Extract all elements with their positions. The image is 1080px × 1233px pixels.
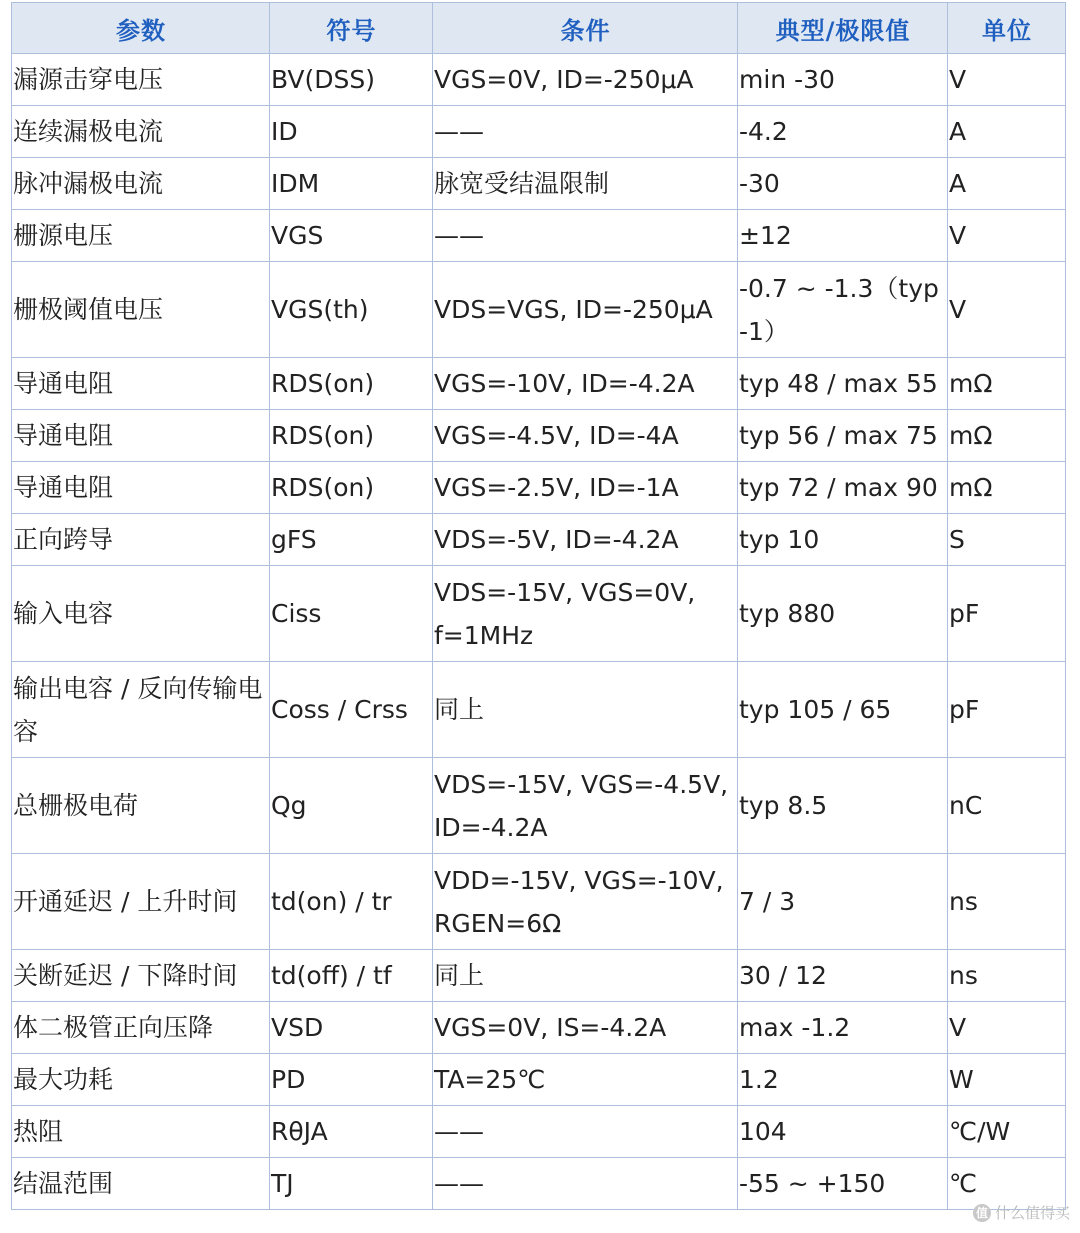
table-row bbox=[12, 1106, 1066, 1158]
table-row bbox=[12, 514, 1066, 566]
cell-unit: A bbox=[948, 106, 1066, 158]
cell-param: 正向跨导 bbox=[12, 514, 270, 566]
cell-param: 关断延迟 / 下降时间 bbox=[12, 950, 270, 1002]
cell-param: 导通电阻 bbox=[12, 462, 270, 514]
cell-value: 1.2 bbox=[738, 1054, 948, 1106]
cell-condition: VDS=-5V, ID=-4.2A bbox=[433, 514, 738, 566]
cell-symbol: gFS bbox=[270, 514, 433, 566]
cell-condition: TA=25℃ bbox=[433, 1054, 738, 1106]
cell-condition: VGS=-2.5V, ID=-1A bbox=[433, 462, 738, 514]
header-row bbox=[12, 3, 1066, 54]
cell-condition: VDS=-15V, VGS=-4.5V, ID=-4.2A bbox=[433, 758, 738, 854]
cell-symbol: Qg bbox=[270, 758, 433, 854]
cell-unit: mΩ bbox=[948, 410, 1066, 462]
cell-condition: VDD=-15V, VGS=-10V, RGEN=6Ω bbox=[433, 854, 738, 950]
cell-unit: V bbox=[948, 210, 1066, 262]
table-row bbox=[12, 566, 1066, 662]
cell-symbol: RDS(on) bbox=[270, 358, 433, 410]
cell-value: typ 72 / max 90 bbox=[738, 462, 948, 514]
header-symbol: 符号 bbox=[270, 3, 433, 54]
cell-unit: nC bbox=[948, 758, 1066, 854]
header-value: 典型/极限值 bbox=[738, 3, 948, 54]
cell-symbol: VGS bbox=[270, 210, 433, 262]
table-row bbox=[12, 854, 1066, 950]
cell-symbol: Coss / Crss bbox=[270, 662, 433, 758]
cell-symbol: td(off) / tf bbox=[270, 950, 433, 1002]
cell-unit: mΩ bbox=[948, 358, 1066, 410]
cell-param: 开通延迟 / 上升时间 bbox=[12, 854, 270, 950]
cell-value: typ 10 bbox=[738, 514, 948, 566]
cell-symbol: PD bbox=[270, 1054, 433, 1106]
cell-symbol: RDS(on) bbox=[270, 410, 433, 462]
cell-value: 104 bbox=[738, 1106, 948, 1158]
cell-param: 脉冲漏极电流 bbox=[12, 158, 270, 210]
cell-unit: ns bbox=[948, 950, 1066, 1002]
cell-param: 输出电容 / 反向传输电容 bbox=[12, 662, 270, 758]
cell-unit: A bbox=[948, 158, 1066, 210]
cell-condition: VGS=0V, IS=-4.2A bbox=[433, 1002, 738, 1054]
cell-condition: 脉宽受结温限制 bbox=[433, 158, 738, 210]
cell-param: 连续漏极电流 bbox=[12, 106, 270, 158]
cell-value: 7 / 3 bbox=[738, 854, 948, 950]
cell-unit: mΩ bbox=[948, 462, 1066, 514]
cell-param: 输入电容 bbox=[12, 566, 270, 662]
cell-condition: 同上 bbox=[433, 662, 738, 758]
cell-condition: VDS=-15V, VGS=0V, f=1MHz bbox=[433, 566, 738, 662]
cell-param: 总栅极电荷 bbox=[12, 758, 270, 854]
cell-value: typ 880 bbox=[738, 566, 948, 662]
watermark-logo-icon: 值 bbox=[973, 1204, 991, 1222]
cell-unit: V bbox=[948, 262, 1066, 358]
cell-symbol: IDM bbox=[270, 158, 433, 210]
cell-param: 导通电阻 bbox=[12, 358, 270, 410]
cell-value: max -1.2 bbox=[738, 1002, 948, 1054]
table-row bbox=[12, 210, 1066, 262]
cell-symbol: VGS(th) bbox=[270, 262, 433, 358]
cell-condition: —— bbox=[433, 1106, 738, 1158]
table-row bbox=[12, 158, 1066, 210]
cell-symbol: RDS(on) bbox=[270, 462, 433, 514]
cell-unit: ℃/W bbox=[948, 1106, 1066, 1158]
table-row bbox=[12, 662, 1066, 758]
table-row bbox=[12, 1054, 1066, 1106]
cell-value: typ 105 / 65 bbox=[738, 662, 948, 758]
header-unit: 单位 bbox=[948, 3, 1066, 54]
cell-value: -0.7 ~ -1.3（typ -1） bbox=[738, 262, 948, 358]
cell-param: 导通电阻 bbox=[12, 410, 270, 462]
cell-symbol: td(on) / tr bbox=[270, 854, 433, 950]
cell-param: 热阻 bbox=[12, 1106, 270, 1158]
cell-param: 体二极管正向压降 bbox=[12, 1002, 270, 1054]
watermark bbox=[973, 1202, 1070, 1223]
cell-unit: V bbox=[948, 1002, 1066, 1054]
cell-unit: ns bbox=[948, 854, 1066, 950]
cell-param: 栅极阈值电压 bbox=[12, 262, 270, 358]
table-row bbox=[12, 758, 1066, 854]
cell-value: typ 56 / max 75 bbox=[738, 410, 948, 462]
cell-symbol: RθJA bbox=[270, 1106, 433, 1158]
table-row bbox=[12, 950, 1066, 1002]
table-row bbox=[12, 1158, 1066, 1210]
cell-condition: VDS=VGS, ID=-250μA bbox=[433, 262, 738, 358]
cell-value: ±12 bbox=[738, 210, 948, 262]
cell-symbol: VSD bbox=[270, 1002, 433, 1054]
cell-param: 栅源电压 bbox=[12, 210, 270, 262]
cell-condition: VGS=0V, ID=-250μA bbox=[433, 54, 738, 106]
table-row bbox=[12, 54, 1066, 106]
cell-symbol: TJ bbox=[270, 1158, 433, 1210]
table-row bbox=[12, 262, 1066, 358]
cell-condition: —— bbox=[433, 1158, 738, 1210]
cell-symbol: ID bbox=[270, 106, 433, 158]
cell-symbol: BV(DSS) bbox=[270, 54, 433, 106]
cell-value: -55 ~ +150 bbox=[738, 1158, 948, 1210]
cell-value: -4.2 bbox=[738, 106, 948, 158]
cell-param: 漏源击穿电压 bbox=[12, 54, 270, 106]
table-row bbox=[12, 410, 1066, 462]
cell-condition: VGS=-4.5V, ID=-4A bbox=[433, 410, 738, 462]
watermark-text: 什么值得买 bbox=[994, 1204, 1070, 1222]
cell-unit: ℃ bbox=[948, 1158, 1066, 1210]
cell-value: typ 8.5 bbox=[738, 758, 948, 854]
table-row bbox=[12, 358, 1066, 410]
table-row bbox=[12, 1002, 1066, 1054]
cell-unit: pF bbox=[948, 662, 1066, 758]
cell-unit: W bbox=[948, 1054, 1066, 1106]
cell-condition: VGS=-10V, ID=-4.2A bbox=[433, 358, 738, 410]
cell-value: 30 / 12 bbox=[738, 950, 948, 1002]
cell-condition: —— bbox=[433, 210, 738, 262]
header-param: 参数 bbox=[12, 3, 270, 54]
cell-value: typ 48 / max 55 bbox=[738, 358, 948, 410]
cell-symbol: Ciss bbox=[270, 566, 433, 662]
header-condition: 条件 bbox=[433, 3, 738, 54]
cell-param: 结温范围 bbox=[12, 1158, 270, 1210]
cell-unit: pF bbox=[948, 566, 1066, 662]
cell-value: -30 bbox=[738, 158, 948, 210]
table-row bbox=[12, 106, 1066, 158]
cell-param: 最大功耗 bbox=[12, 1054, 270, 1106]
cell-unit: V bbox=[948, 54, 1066, 106]
spec-table bbox=[11, 2, 1066, 1210]
table-row bbox=[12, 462, 1066, 514]
cell-condition: 同上 bbox=[433, 950, 738, 1002]
cell-value: min -30 bbox=[738, 54, 948, 106]
cell-unit: S bbox=[948, 514, 1066, 566]
cell-condition: —— bbox=[433, 106, 738, 158]
